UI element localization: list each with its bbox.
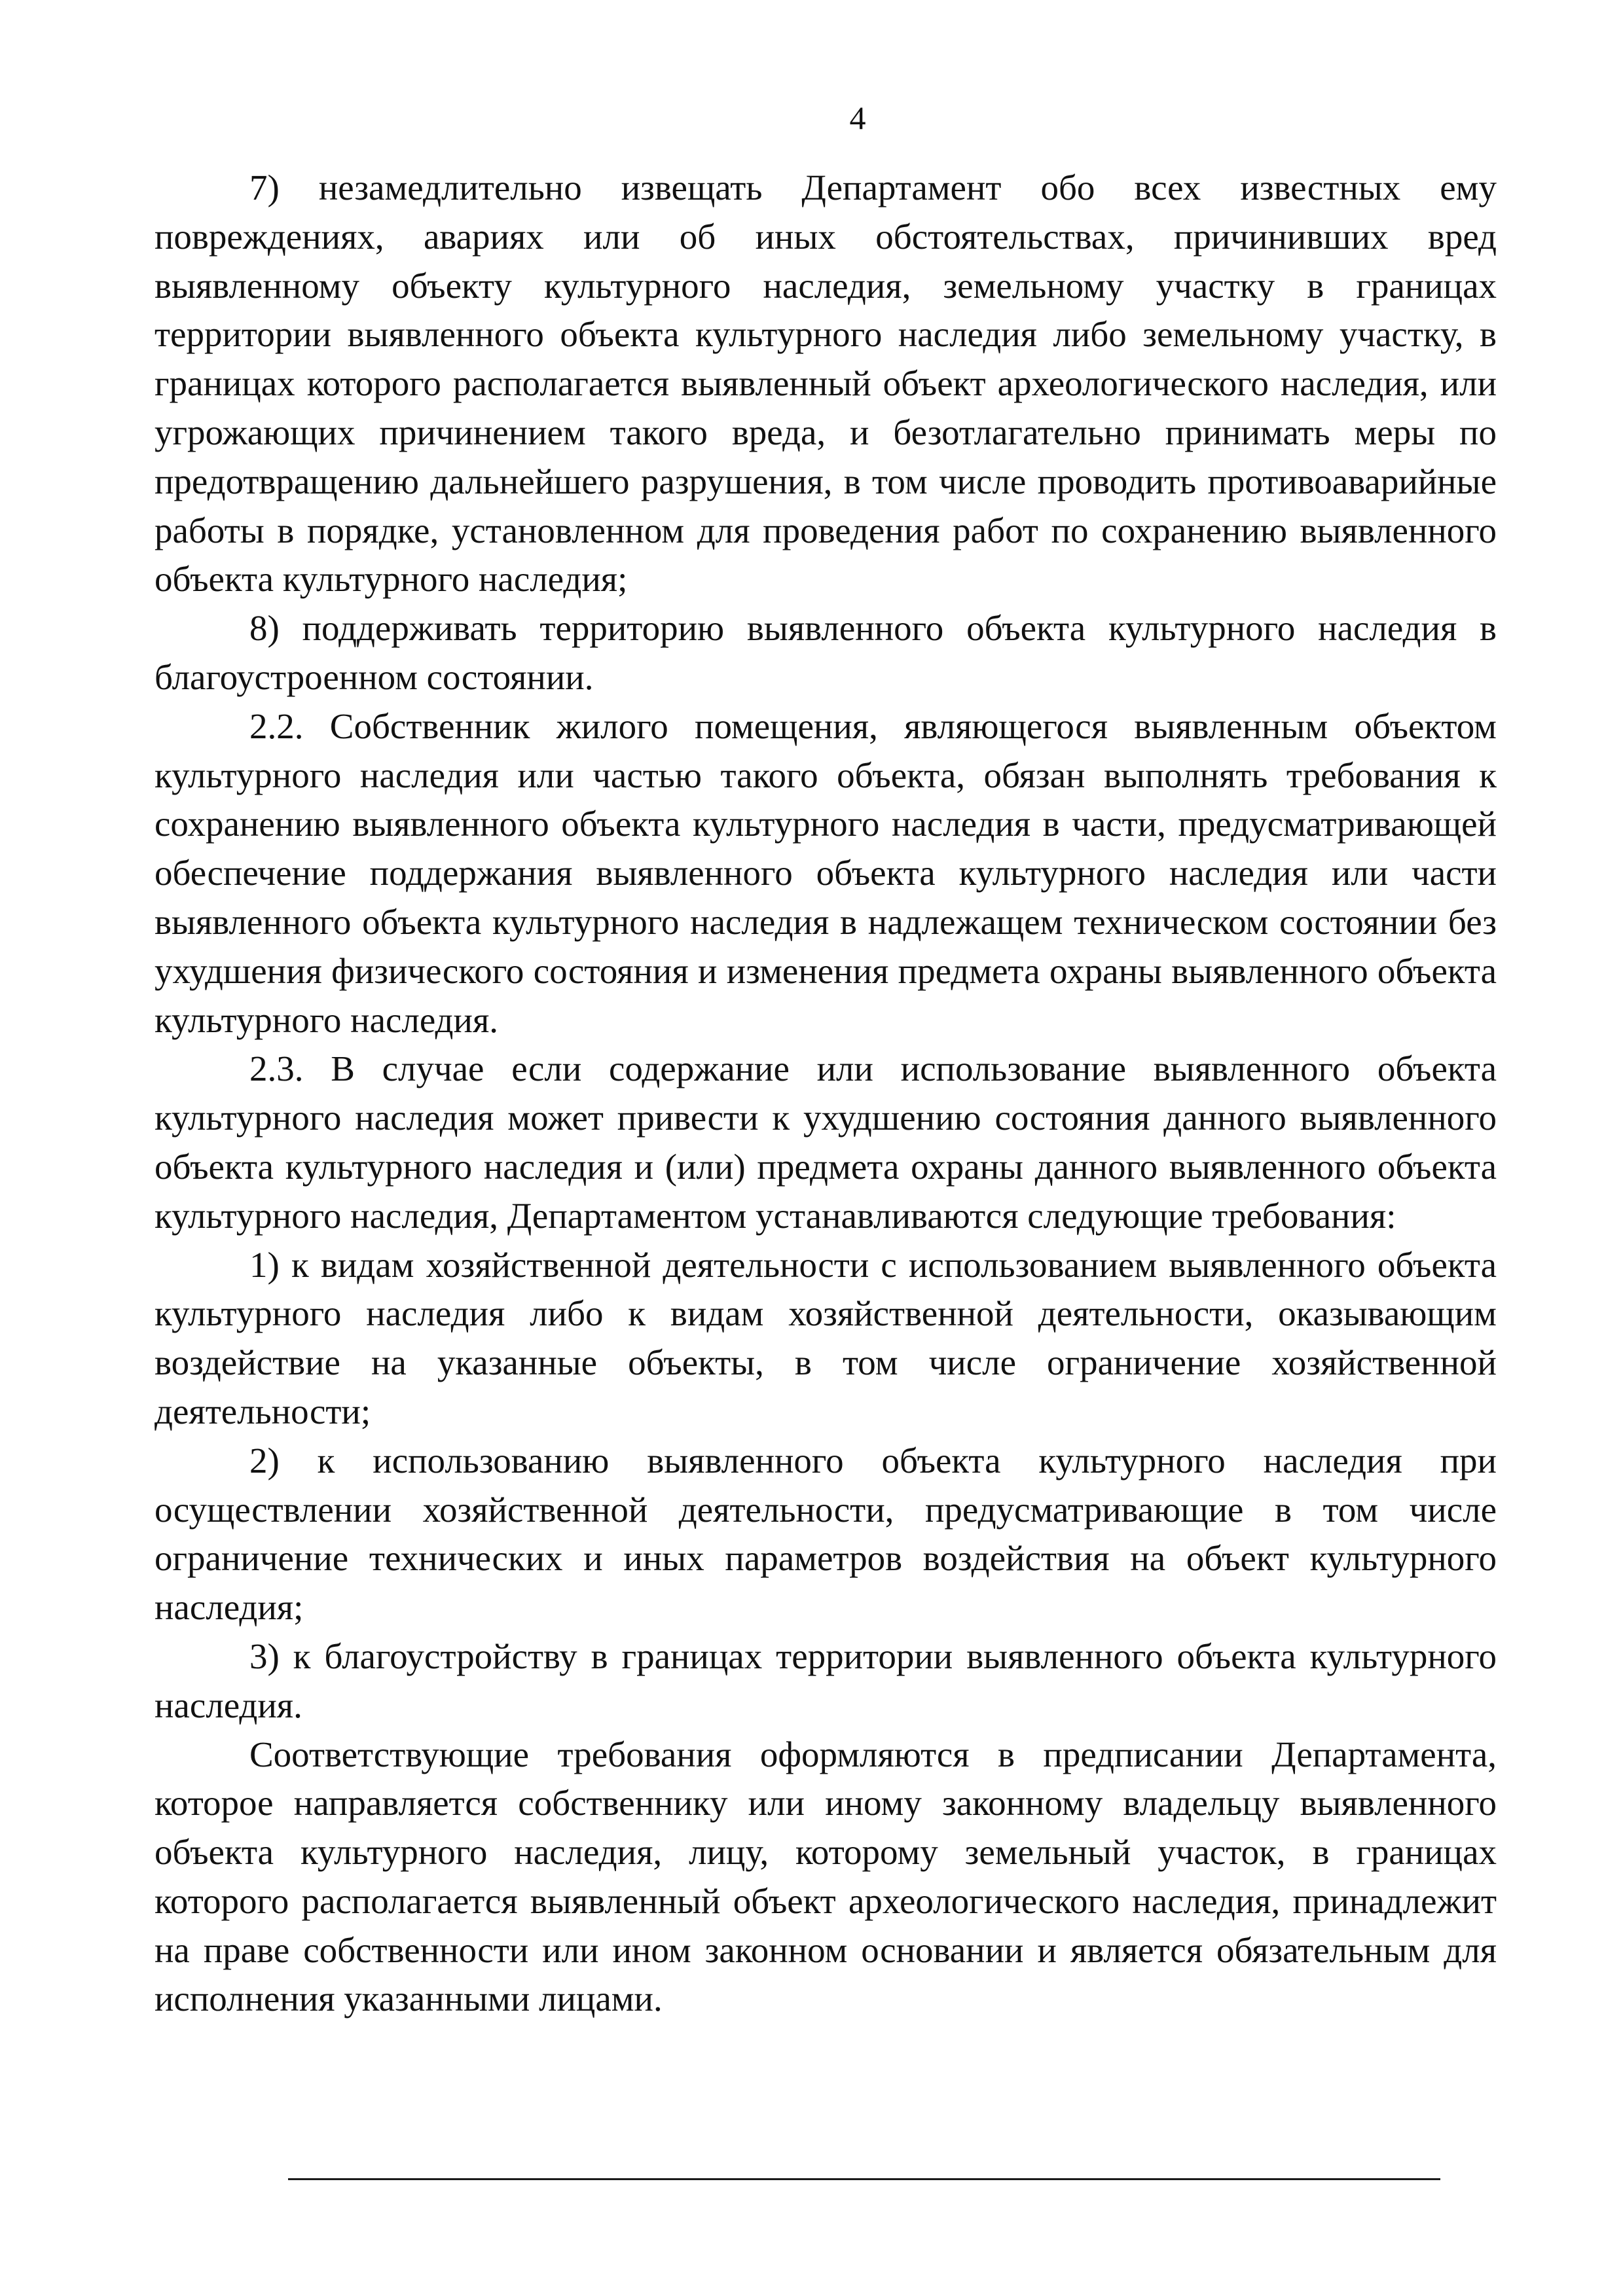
document-body (155, 164, 1497, 2024)
paragraph-item-8: 8) поддерживать территорию выявленного объекта культурного наследия в благоустроенном состоянии. (155, 608, 1497, 697)
page-number: 4 (849, 99, 866, 136)
paragraph-2-2: 2.2. Собственник жилого помещения, являющегося выявленным объектом культурного наследия или частью такого объекта, обязан выполнять требования к сохранению выявленного объекта культурного наследия в части, предусматривающей обеспечение поддержания выявленного объекта культурного наследия или части выявленного объекта культурного наследия в надлежащем техническом состоянии без ухудшения физического состояния и изменения предмета охраны выявленного объекта культурного наследия. (155, 706, 1497, 1040)
paragraph-requirement-1: 1) к видам хозяйственной деятельности с использованием выявленного объекта культурного наследия либо к видам хозяйственной деятельности, оказывающим воздействие на указанные объекты, в том числе ограничение хозяйственной деятельности; (155, 1244, 1497, 1431)
paragraph-item-7: 7) незамедлительно извещать Департамент обо всех известных ему повреждениях, авариях или об иных обстоятельствах, причинивших вред выявленному объекту культурного наследия, земельному участку в границах территории выявленного объекта культурного наследия либо земельному участку, в границах которого располагается выявленный объект археологического наследия, или угрожающих причинением такого вреда, и безотлагательно принимать меры по предотвращению дальнейшего разрушения, в том числе проводить противоаварийные работы в порядке, установленном для проведения работ по сохранению выявленного объекта культурного наследия; (155, 168, 1497, 600)
footer-divider (288, 2178, 1440, 2180)
paragraph-requirement-3: 3) к благоустройству в границах территории выявленного объекта культурного наследия. (155, 1636, 1497, 1725)
paragraph-prescription: Соответствующие требования оформляются в предписании Департамента, которое направляется собственнику или иному законному владельцу выявленного объекта культурного наследия, лицу, которому земельный участок, в границах которого располагается выявленный объект археологического наследия, принадлежит на праве собственности или ином законном основании и является обязательным для исполнения указанными лицами. (155, 1734, 1497, 2019)
paragraph-requirement-2: 2) к использованию выявленного объекта культурного наследия при осуществлении хозяйственной деятельности, предусматривающие в том числе ограничение технических и иных параметров воздействия на объект культурного наследия; (155, 1440, 1497, 1628)
paragraph-2-3: 2.3. В случае если содержание или использование выявленного объекта культурного наследия может привести к ухудшению состояния данного выявленного объекта культурного наследия и (или) предмета охраны данного выявленного объекта культурного наследия, Департаментом устанавливаются следующие требования: (155, 1049, 1497, 1236)
